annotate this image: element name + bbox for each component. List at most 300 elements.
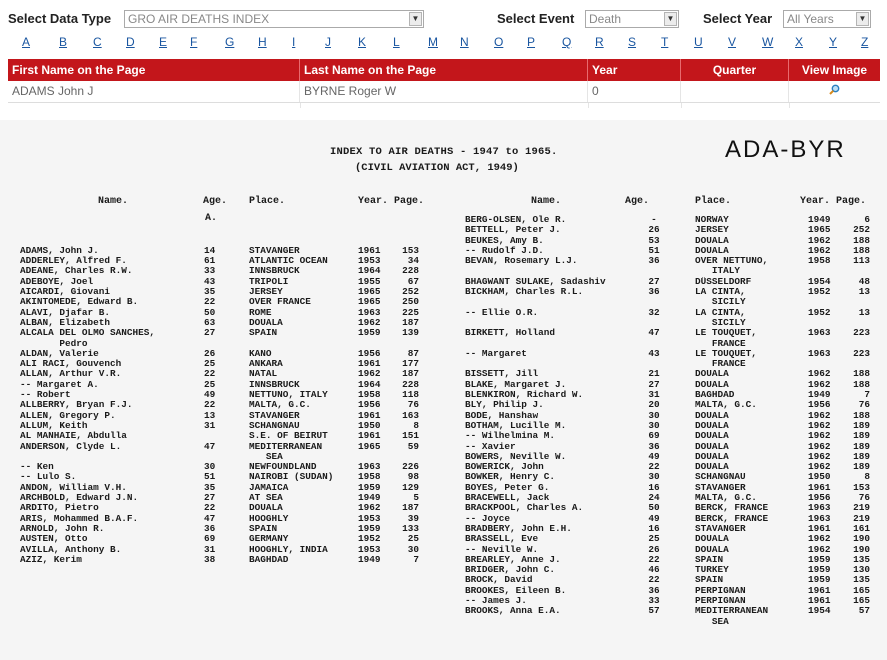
index-age-cell: 35 — [204, 287, 216, 298]
index-place-cell: DOUALA — [695, 245, 729, 256]
index-page-cell: 188 — [853, 369, 870, 380]
index-page-cell: 188 — [853, 245, 870, 256]
index-place-cell: LA CINTA, — [695, 287, 746, 298]
index-page-cell: 6 — [864, 215, 870, 225]
index-age-cell: 30 — [648, 420, 660, 431]
index-page-cell: 223 — [853, 348, 870, 359]
index-year-cell: 1956 — [358, 348, 381, 359]
index-year-cell: 1952 — [808, 287, 831, 298]
index-page-cell: 190 — [853, 534, 870, 545]
index-year-cell — [808, 617, 840, 627]
letter-link-y[interactable]: Y — [829, 35, 838, 49]
index-page-cell: 30 — [407, 544, 419, 555]
index-year-cell: 1949 — [358, 493, 381, 504]
index-place-cell: ATLANTIC OCEAN — [249, 256, 328, 267]
index-place-cell: ANKARA — [249, 359, 283, 370]
index-name-cell — [20, 452, 206, 462]
index-name-cell: BLY, Philip J. — [465, 400, 544, 411]
index-page-cell: 189 — [853, 431, 870, 442]
index-name-cell: BRACEWELL, Jack — [465, 493, 550, 504]
letter-link-l[interactable]: L — [393, 35, 400, 49]
index-page-cell: 225 — [402, 307, 419, 318]
index-page-cell: 118 — [402, 390, 419, 401]
index-age-cell: 49 — [648, 513, 660, 524]
index-year-cell — [358, 236, 390, 246]
index-age-cell: 36 — [648, 256, 660, 267]
index-place-cell: BAGHDAD — [695, 390, 735, 401]
index-name-cell: BOWERS, Neville W. — [465, 451, 567, 462]
cell-year: 0 — [588, 81, 681, 102]
chevron-down-icon[interactable]: ▼ — [664, 12, 677, 26]
index-page-cell: 165 — [853, 585, 870, 596]
index-place-cell: FRANCE — [695, 359, 746, 370]
index-place-cell: SEA — [249, 451, 283, 462]
index-age-cell: 51 — [648, 245, 660, 256]
col-quarter[interactable]: Quarter — [681, 59, 789, 81]
index-place-cell: MALTA, G.C. — [695, 400, 757, 411]
index-page-cell: 57 — [858, 606, 870, 617]
cell-partial — [300, 103, 589, 108]
page-range: ADA-BYR — [725, 136, 846, 163]
index-name-cell — [20, 215, 206, 225]
index-year-cell: 1962 — [358, 369, 381, 380]
index-place-cell: JAMAICA — [249, 482, 289, 493]
index-year-cell: 1956 — [358, 400, 381, 411]
index-name-cell: ADEBOYE, Joel — [20, 276, 94, 287]
letter-link-z[interactable]: Z — [861, 35, 869, 49]
index-place-cell: DOUALA — [695, 534, 729, 545]
index-place-cell: SPAIN — [249, 328, 278, 339]
letter-link-t[interactable]: T — [661, 35, 669, 49]
index-year-cell: 1961 — [808, 523, 831, 534]
index-page-cell: 34 — [407, 256, 419, 267]
index-name-cell: ADEANE, Charles R.W. — [20, 266, 133, 277]
index-age-cell: 22 — [648, 575, 660, 586]
letter-link-p[interactable]: P — [527, 35, 536, 49]
index-page-cell: 177 — [402, 359, 419, 370]
index-place-cell: DOUALA — [695, 544, 729, 555]
magnifier-icon[interactable] — [829, 81, 840, 92]
index-page-cell: 76 — [858, 493, 870, 504]
index-age-cell — [642, 297, 666, 307]
index-place-cell: STAVANGER — [695, 482, 746, 493]
index-name-cell: AVILLA, Anthony B. — [20, 544, 122, 555]
index-name-cell: -- Lulo S. — [20, 472, 77, 483]
index-year-cell: 1962 — [808, 451, 831, 462]
index-age-cell: 57 — [648, 606, 660, 617]
index-name-cell: BOTHAM, Lucille M. — [465, 420, 567, 431]
cell-quarter — [681, 81, 789, 102]
index-name-cell — [20, 236, 206, 246]
letter-link-q[interactable]: Q — [562, 35, 572, 49]
index-year-cell: 1949 — [358, 554, 381, 565]
index-age-cell: 22 — [204, 400, 216, 411]
index-name-cell: -- Neville W. — [465, 544, 539, 555]
index-year-cell: 1952 — [808, 307, 831, 318]
index-page-cell: 219 — [853, 513, 870, 524]
index-age-cell: 51 — [204, 472, 216, 483]
index-name-cell: -- Ken — [20, 462, 54, 473]
index-year-cell: 1958 — [358, 390, 381, 401]
chevron-down-icon[interactable]: ▼ — [409, 12, 422, 26]
index-place-cell: DOUALA — [695, 451, 729, 462]
table-row[interactable] — [8, 81, 880, 103]
index-page-cell: 226 — [402, 462, 419, 473]
right-page-column — [842, 215, 870, 627]
index-year-cell: 1959 — [808, 565, 831, 576]
right-place-column — [695, 215, 805, 627]
index-page-cell: 187 — [402, 369, 419, 380]
index-year-cell: 1965 — [358, 441, 381, 452]
index-place-cell: SEA — [695, 616, 729, 627]
index-name-cell: -- James J. — [465, 595, 527, 606]
index-year-cell — [808, 266, 840, 276]
index-page-cell — [842, 318, 870, 328]
left-year-column — [358, 215, 390, 565]
index-age-cell: 49 — [648, 451, 660, 462]
index-page-cell — [842, 297, 870, 307]
index-page-cell: 39 — [407, 513, 419, 524]
index-age-cell: 26 — [648, 544, 660, 555]
letter-link-s[interactable]: S — [628, 35, 637, 49]
cell-last-name: BYRNE Roger W — [300, 81, 588, 102]
index-year-cell: 1959 — [358, 328, 381, 339]
index-page-cell: 67 — [407, 276, 419, 287]
index-year-cell — [808, 359, 840, 369]
index-year-cell: 1963 — [808, 348, 831, 359]
index-year-cell: 1962 — [808, 245, 831, 256]
index-place-cell: AT SEA — [249, 493, 283, 504]
letter-link-g[interactable]: G — [225, 35, 235, 49]
index-name-cell: ALDAN, Valerie — [20, 348, 99, 359]
index-age-cell: 43 — [648, 348, 660, 359]
data-type-label: Select Data Type — [8, 11, 112, 26]
letter-link-u[interactable]: U — [694, 35, 703, 49]
index-place-cell: MALTA, G.C. — [249, 400, 311, 411]
index-place-cell: PERPIGNAN — [695, 595, 746, 606]
index-page-cell — [842, 359, 870, 369]
filter-bar — [8, 10, 880, 28]
index-place-cell: OVER FRANCE — [249, 297, 311, 308]
index-name-cell: -- Wilhelmina M. — [465, 431, 556, 442]
index-year-cell: 1962 — [808, 534, 831, 545]
right-name-column — [465, 215, 635, 627]
index-age-cell: 21 — [648, 369, 660, 380]
index-name-cell: BRACKPOOL, Charles A. — [465, 503, 584, 514]
index-age-cell: 69 — [204, 534, 216, 545]
letter-link-e[interactable]: E — [159, 35, 168, 49]
year-label: Select Year — [703, 11, 773, 26]
index-name-cell: -- Ellie O.R. — [465, 307, 539, 318]
index-place-cell: TRIPOLI — [249, 276, 289, 287]
right-age-header: Age. — [625, 196, 650, 207]
index-name-cell: BICKHAM, Charles R.L. — [465, 287, 584, 298]
index-name-cell — [465, 359, 635, 369]
letter-link-k[interactable]: K — [358, 35, 367, 49]
index-name-cell: ARIS, Mohammed B.A.F. — [20, 513, 139, 524]
index-page-cell: 5 — [413, 493, 419, 504]
cell-partial — [681, 103, 790, 108]
data-type-select[interactable] — [124, 10, 424, 28]
index-name-cell: BEVAN, Rosemary L.J. — [465, 256, 578, 267]
col-first-name[interactable]: First Name on the Page — [8, 59, 300, 81]
index-name-cell: ALLBERRY, Bryan F.J. — [20, 400, 133, 411]
index-name-cell: BROOKS, Anna E.A. — [465, 606, 561, 617]
index-page-cell: 151 — [402, 431, 419, 442]
index-page-cell: 130 — [853, 565, 870, 576]
index-place-cell: DOUALA — [695, 369, 729, 380]
index-name-cell: BOWKER, Henry C. — [465, 472, 556, 483]
index-year-cell: 1962 — [808, 431, 831, 442]
index-place-cell: STAVANGER — [249, 410, 300, 421]
index-page-cell: 161 — [853, 523, 870, 534]
index-place-cell: MEDITERRANEAN — [249, 441, 323, 452]
index-age-cell: 30 — [204, 462, 216, 473]
index-age-cell: 26 — [204, 348, 216, 359]
index-age-cell: 50 — [648, 503, 660, 514]
index-place-cell: LE TOUQUET, — [695, 328, 757, 339]
index-name-cell: BRIDGER, John C. — [465, 565, 556, 576]
right-yearpage-header: Year. Page. — [800, 196, 867, 207]
index-age-cell: 13 — [204, 410, 216, 421]
index-age-cell — [204, 225, 226, 235]
letter-link-v[interactable]: V — [728, 35, 737, 49]
index-age-cell: 43 — [204, 276, 216, 287]
index-age-cell: 16 — [648, 523, 660, 534]
index-page-cell: 219 — [853, 503, 870, 514]
cell-first-name: ADAMS John J — [8, 81, 300, 102]
index-page-cell: 188 — [853, 379, 870, 390]
index-age-cell: 36 — [204, 523, 216, 534]
index-year-cell: 1961 — [808, 595, 831, 606]
index-name-cell: Pedro — [20, 338, 88, 349]
letter-link-b[interactable]: B — [59, 35, 68, 49]
index-year-cell: 1953 — [358, 256, 381, 267]
index-page-cell: 189 — [853, 420, 870, 431]
year-value: All Years — [787, 12, 834, 26]
index-name-cell — [465, 266, 635, 276]
index-place-cell: MALTA, G.C. — [695, 493, 757, 504]
letter-link-a[interactable]: A — [22, 35, 31, 49]
index-name-cell: BROOKES, Eileen B. — [465, 585, 567, 596]
index-name-cell: -- Margaret — [465, 348, 527, 359]
index-place-cell: NEWFOUNDLAND — [249, 462, 317, 473]
index-name-cell: BREARLEY, Anne J. — [465, 554, 561, 565]
index-page-cell: 135 — [853, 575, 870, 586]
index-age-cell: 35 — [204, 482, 216, 493]
index-year-cell: 1949 — [808, 215, 831, 225]
left-yearpage-header: Year. Page. — [358, 196, 425, 207]
index-age-cell: 31 — [204, 544, 216, 555]
index-name-cell: ADDERLEY, Alfred F. — [20, 256, 127, 267]
letter-link-j[interactable]: J — [325, 35, 331, 49]
index-year-cell: 1955 — [358, 276, 381, 287]
index-place-cell: DOUALA — [249, 317, 283, 328]
index-page-cell: 98 — [407, 472, 419, 483]
index-place-cell: HOOGHLY, INDIA — [249, 544, 328, 555]
index-page-cell: 188 — [853, 410, 870, 421]
event-label: Select Event — [497, 11, 575, 26]
index-place-cell: DOUALA — [695, 431, 729, 442]
index-year-cell: 1961 — [808, 482, 831, 493]
letter-link-x[interactable]: X — [795, 35, 804, 49]
index-age-cell: 27 — [204, 328, 216, 339]
index-age-cell — [204, 339, 226, 349]
left-age-column — [204, 215, 226, 565]
index-year-cell: 1962 — [808, 441, 831, 452]
index-age-cell — [642, 339, 666, 349]
index-year-cell — [358, 452, 390, 462]
col-last-name[interactable]: Last Name on the Page — [300, 59, 588, 81]
index-place-cell — [249, 236, 361, 246]
index-year-cell: 1959 — [808, 554, 831, 565]
index-page-cell: 189 — [853, 441, 870, 452]
index-place-cell: JERSEY — [249, 287, 283, 298]
letter-link-n[interactable]: N — [460, 35, 469, 49]
col-year[interactable]: Year — [588, 59, 681, 81]
letter-link-o[interactable]: O — [494, 35, 504, 49]
index-page-cell: 223 — [853, 328, 870, 339]
index-year-cell: 1954 — [808, 606, 831, 617]
index-age-cell: 22 — [204, 503, 216, 514]
index-place-cell: HOOGHLY — [249, 513, 289, 524]
index-page-cell: 228 — [402, 266, 419, 277]
index-place-cell: NETTUNO, ITALY — [249, 390, 328, 401]
index-age-cell: 38 — [204, 554, 216, 565]
index-name-cell: ALLUM, Keith — [20, 420, 88, 431]
letter-link-w[interactable]: W — [762, 35, 774, 49]
letter-link-i[interactable]: I — [292, 35, 296, 49]
index-year-cell: 1962 — [358, 503, 381, 514]
letter-link-m[interactable]: M — [428, 35, 438, 49]
index-place-cell: SCHANGNAU — [249, 420, 300, 431]
table-header — [8, 59, 880, 81]
index-name-cell: BLAKE, Margaret J. — [465, 379, 567, 390]
document-image — [0, 120, 887, 660]
index-page-cell: 87 — [407, 348, 419, 359]
left-page-column — [392, 215, 419, 565]
index-place-cell: JERSEY — [695, 225, 729, 236]
index-year-cell: 1963 — [808, 513, 831, 524]
year-select[interactable] — [783, 10, 871, 28]
index-age-cell: - — [651, 215, 657, 225]
index-place-cell: STAVANGER — [249, 245, 300, 256]
index-age-cell: 36 — [648, 441, 660, 452]
document-title: INDEX TO AIR DEATHS - 1947 to 1965. — [330, 146, 558, 158]
index-year-cell: 1962 — [358, 317, 381, 328]
letter-link-d[interactable]: D — [126, 35, 135, 49]
index-year-cell — [358, 339, 390, 349]
index-year-cell — [808, 318, 840, 328]
index-name-cell — [465, 318, 635, 328]
index-age-cell: 27 — [648, 276, 660, 287]
index-page-cell: 153 — [853, 482, 870, 493]
right-year-column — [808, 215, 840, 627]
index-age-cell: 69 — [648, 431, 660, 442]
event-select[interactable] — [585, 10, 679, 28]
index-age-cell: 36 — [648, 287, 660, 298]
index-age-cell: 22 — [648, 462, 660, 473]
index-year-cell: 1962 — [808, 235, 831, 246]
index-age-cell: 47 — [648, 328, 660, 339]
index-age-cell: 61 — [204, 256, 216, 267]
index-place-cell: DOUALA — [695, 379, 729, 390]
index-age-cell: 22 — [204, 369, 216, 380]
index-name-cell: ALI RACI, Gouvench — [20, 359, 122, 370]
index-year-cell: 1953 — [358, 544, 381, 555]
index-age-cell — [204, 431, 226, 441]
index-page-cell: 113 — [853, 256, 870, 267]
index-year-cell: 1963 — [808, 328, 831, 339]
index-page-cell: 188 — [853, 235, 870, 246]
index-year-cell: 1956 — [808, 400, 831, 411]
letter-link-f[interactable]: F — [190, 35, 198, 49]
index-age-cell: 30 — [648, 410, 660, 421]
index-name-cell — [20, 225, 206, 235]
index-name-cell — [465, 297, 635, 307]
right-name-header: Name. — [531, 196, 562, 207]
index-year-cell — [808, 339, 840, 349]
letter-link-h[interactable]: H — [258, 35, 267, 49]
right-place-header: Place. — [695, 196, 732, 207]
chevron-down-icon[interactable]: ▼ — [856, 12, 869, 26]
index-place-cell: TURKEY — [695, 565, 729, 576]
index-place-cell: BERCK, FRANCE — [695, 503, 769, 514]
index-name-cell: ALCALA DEL OLMO SANCHES, — [20, 328, 156, 339]
index-name-cell: BERG-OLSEN, Ole R. — [465, 215, 567, 225]
index-name-cell: ALBAN, Elizabeth — [20, 317, 111, 328]
index-place-cell: SICILY — [695, 297, 746, 308]
index-age-cell: 27 — [648, 379, 660, 390]
index-year-cell: 1962 — [808, 462, 831, 473]
index-year-cell: 1953 — [358, 513, 381, 524]
index-place-cell: SPAIN — [695, 554, 724, 565]
index-year-cell: 1961 — [808, 585, 831, 596]
index-name-cell: BROCK, David — [465, 575, 533, 586]
letter-link-c[interactable]: C — [93, 35, 102, 49]
index-year-cell: 1963 — [808, 503, 831, 514]
index-place-cell — [249, 225, 361, 235]
index-place-cell: OVER NETTUNO, — [695, 256, 769, 267]
index-page-cell: 163 — [402, 410, 419, 421]
index-name-cell: ANDERSON, Clyde L. — [20, 441, 122, 452]
index-place-cell: INNSBRUCK — [249, 379, 300, 390]
index-place-cell: FRANCE — [695, 338, 746, 349]
index-name-cell: BISSETT, Jill — [465, 369, 539, 380]
index-place-cell: DOUALA — [695, 462, 729, 473]
index-page-cell: 252 — [402, 287, 419, 298]
index-page-cell: 252 — [853, 225, 870, 236]
index-page-cell: 76 — [858, 400, 870, 411]
index-age-cell — [204, 215, 226, 225]
event-value: Death — [589, 12, 622, 26]
section-letter: A. — [205, 213, 218, 224]
index-year-cell: 1952 — [358, 534, 381, 545]
index-year-cell — [808, 297, 840, 307]
index-age-cell: 25 — [204, 359, 216, 370]
letter-link-r[interactable]: R — [595, 35, 604, 49]
index-place-cell: NATAL — [249, 369, 278, 380]
cell-partial — [588, 103, 682, 108]
index-page-cell: 8 — [864, 472, 870, 483]
index-age-cell: 14 — [204, 245, 216, 256]
index-age-cell — [204, 236, 226, 246]
index-age-cell: 24 — [648, 493, 660, 504]
right-age-column — [642, 215, 666, 627]
index-page-cell — [392, 215, 419, 225]
index-year-cell: 1965 — [808, 225, 831, 236]
cell-partial — [8, 103, 301, 108]
